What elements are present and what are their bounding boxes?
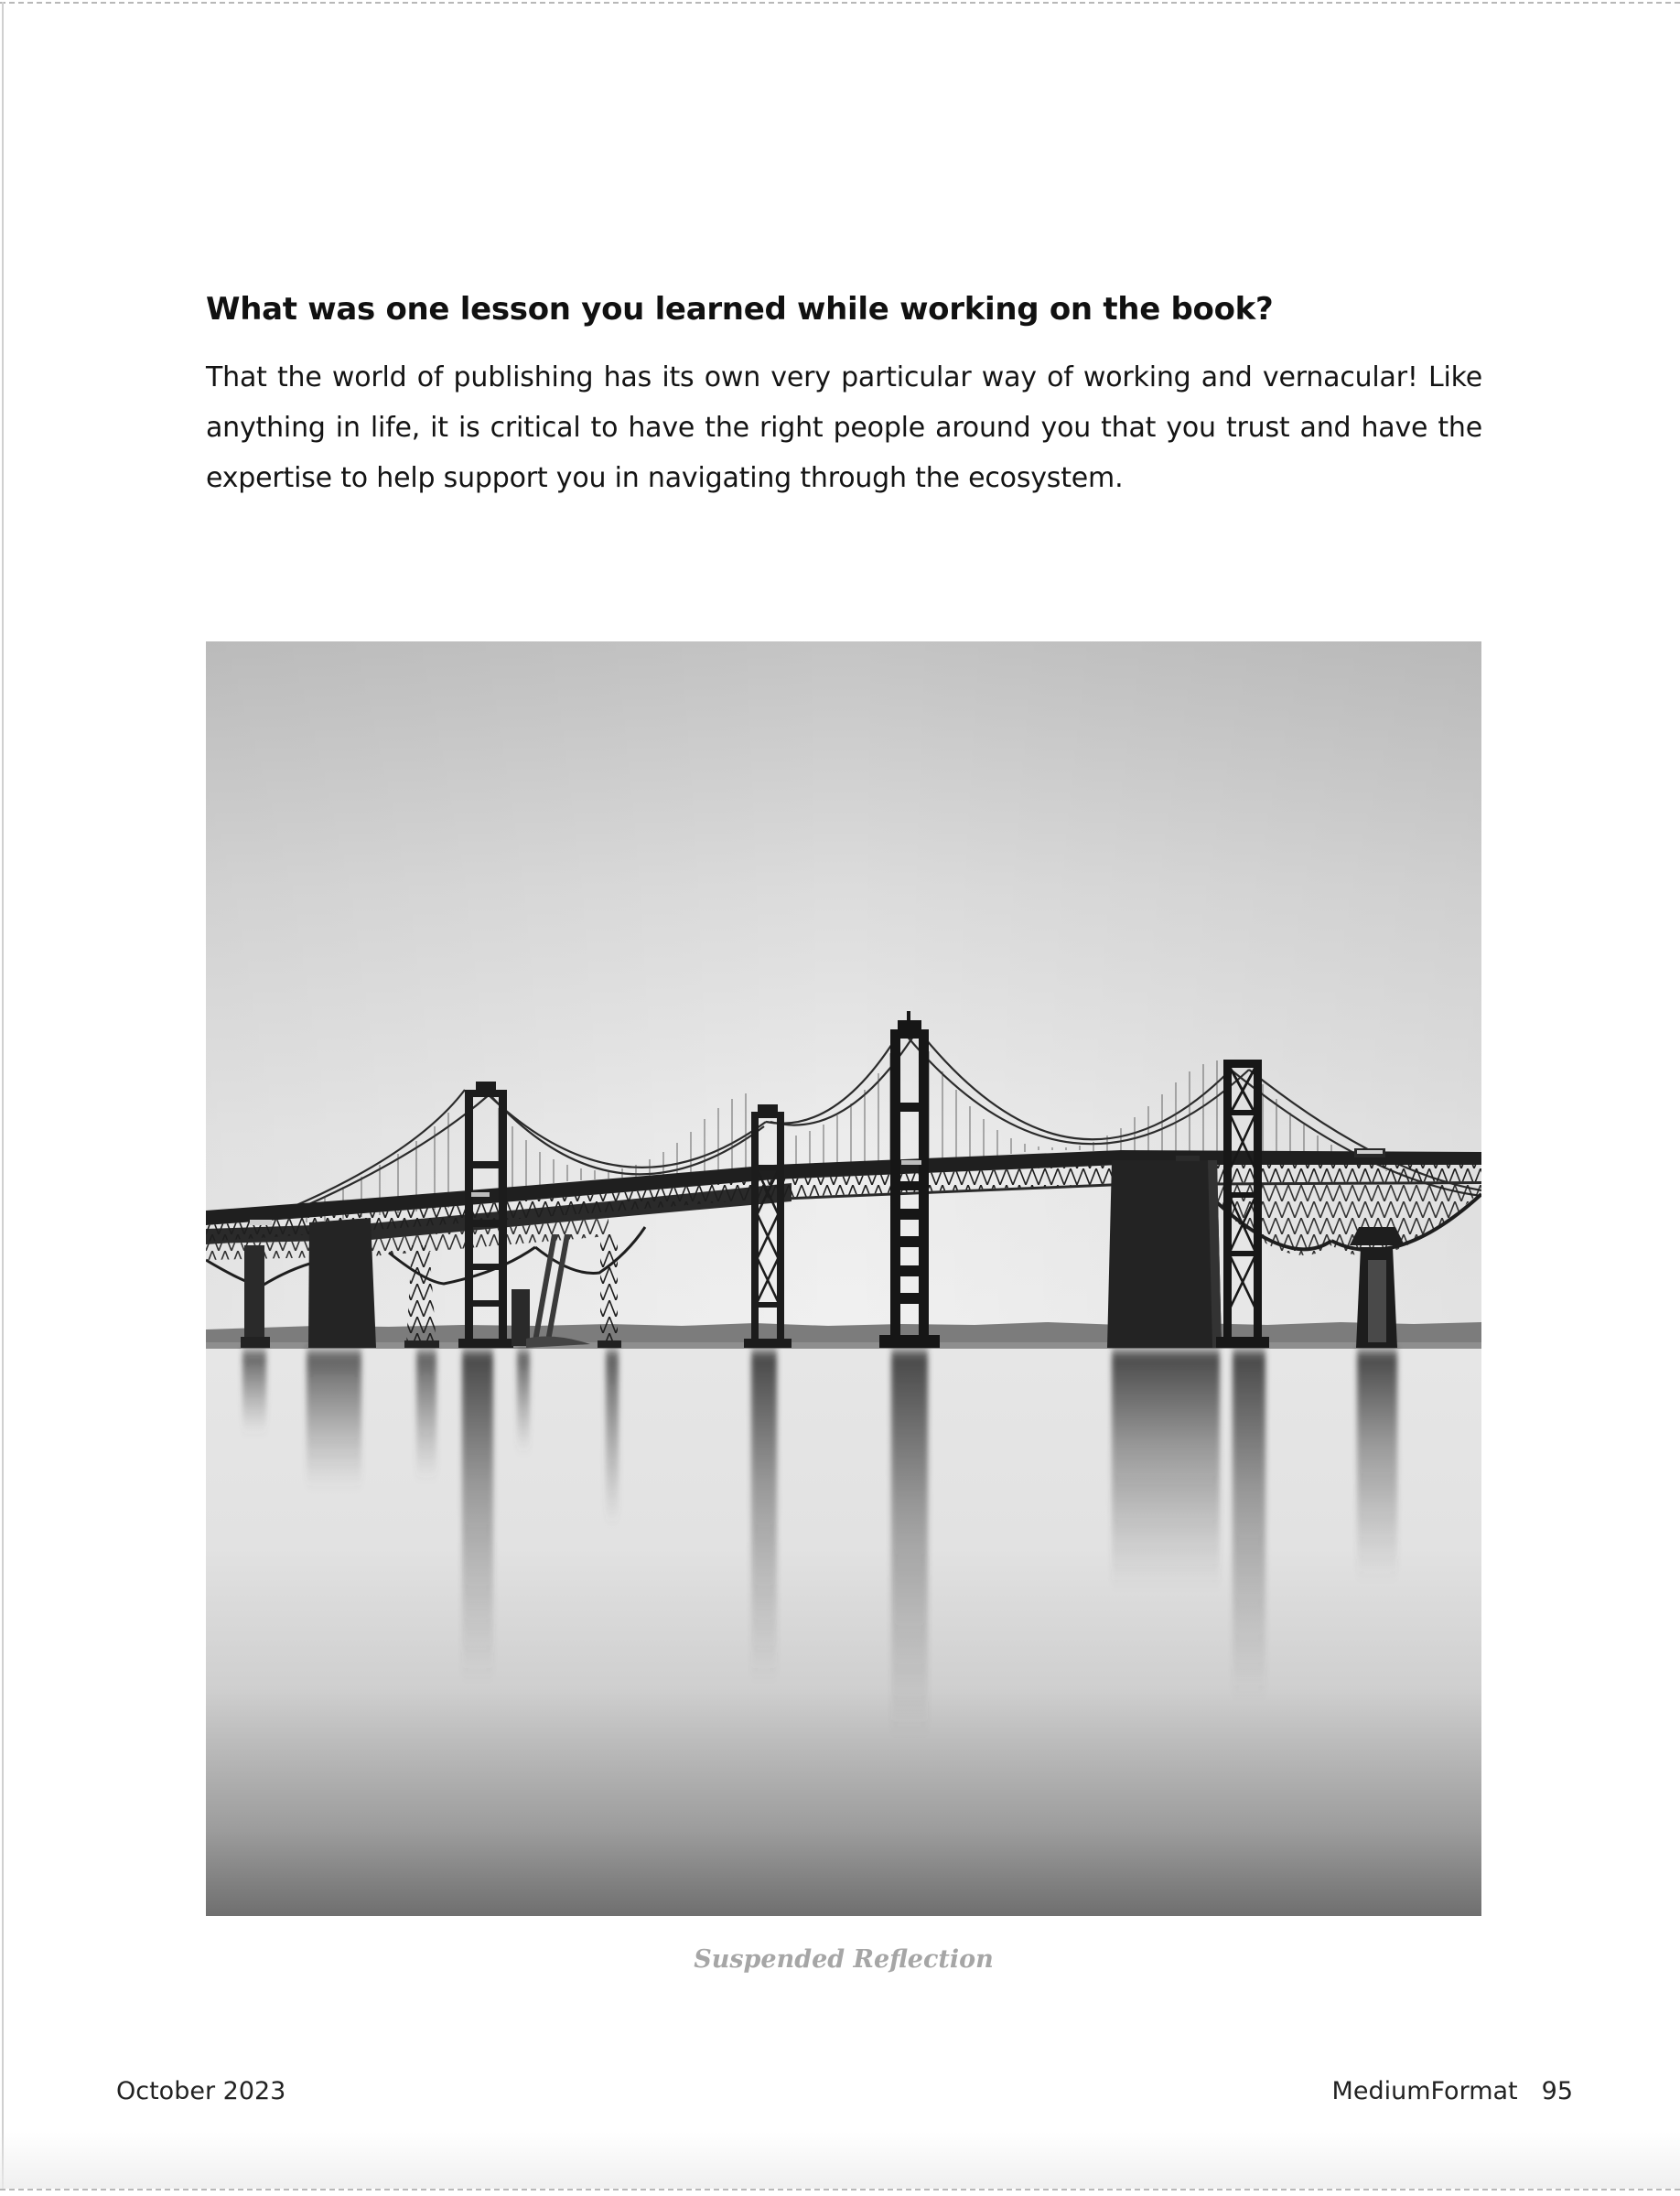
page-bottom-shadow (0, 2132, 1680, 2189)
interview-answer: That the world of publishing has its own very particular way of working and vernacular! Like anything in life, it is critical to have the right people around you that you trust and have the expertise to help support you in navigating through the ecosystem. (206, 361, 1482, 494)
page-bottom-edge (0, 2189, 1680, 2191)
bridge-photograph (206, 641, 1481, 1916)
photo-caption: Suspended Reflection (694, 1945, 994, 1974)
page-left-edge (2, 2, 4, 2189)
footer-publication (1332, 2077, 1573, 2105)
page-top-edge (0, 2, 1680, 4)
publication-name: MediumFormat (1331, 2077, 1518, 2105)
footer-date: October 2023 (116, 2077, 286, 2105)
interview-question: What was one lesson you learned while working on the book? (206, 291, 1274, 328)
page-number: 95 (1541, 2077, 1573, 2105)
